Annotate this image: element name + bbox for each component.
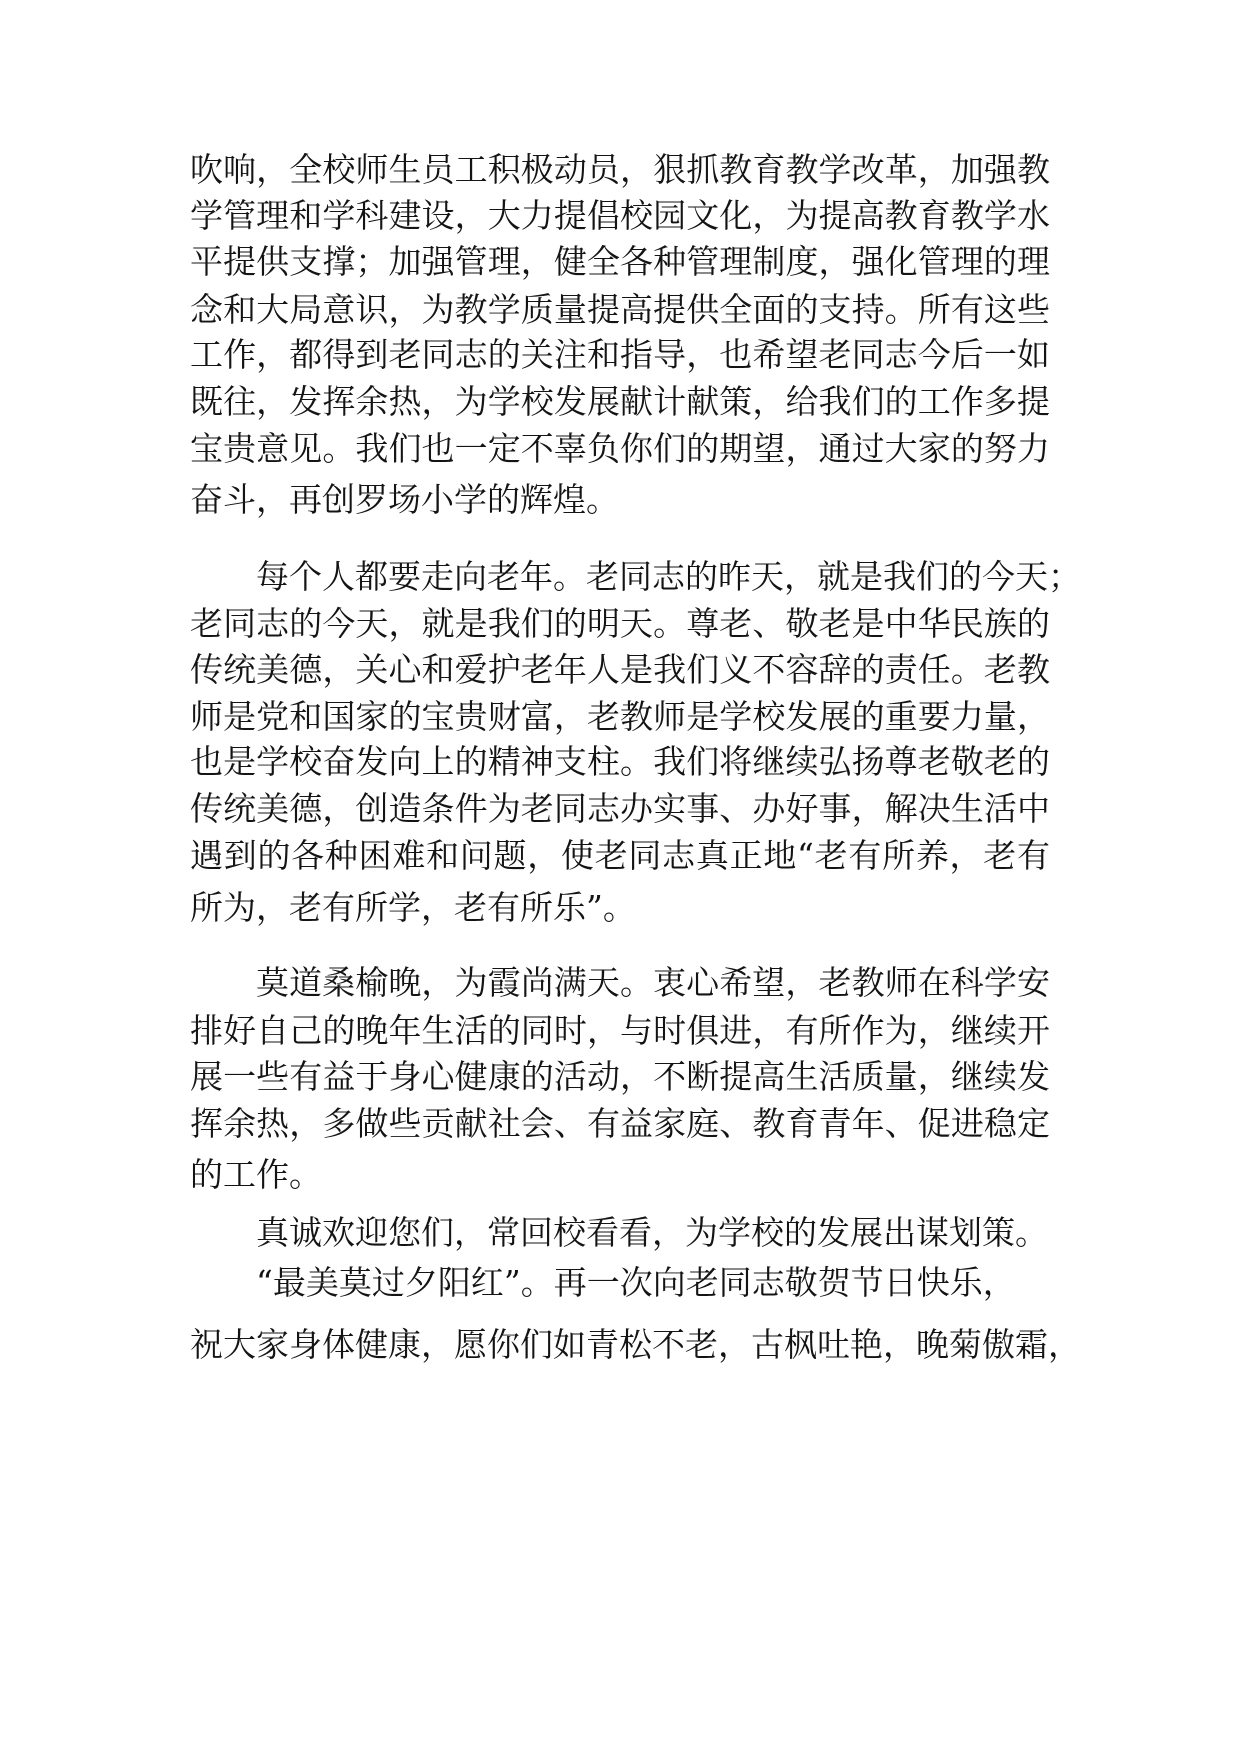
paragraph-2-line-1: 每个人都要走向老年。老同志的昨天，就是我们的今天； <box>256 557 1081 596</box>
paragraph-5-line-1: “最美莫过夕阳红”。再一次向老同志敬贺节日快乐， <box>256 1263 1016 1302</box>
paragraph-2-line-4: 师是党和国家的宝贵财富，老教师是学校发展的重要力量， <box>190 697 1050 736</box>
paragraph-2-line-5: 也是学校奋发向上的精神支柱。我们将继续弘扬尊老敬老的 <box>190 742 1050 781</box>
paragraph-2-line-8: 所为，老有所学，老有所乐”。 <box>190 888 636 927</box>
paragraph-3-line-1: 莫道桑榆晚，为霞尚满天。衷心希望，老教师在科学安 <box>256 963 1050 1002</box>
paragraph-1-line-1: 吹响，全校师生员工积极动员，狠抓教育教学改革，加强教 <box>190 150 1050 189</box>
paragraph-2-line-7: 遇到的各种困难和问题，使老同志真正地“老有所养，老有 <box>190 836 1050 875</box>
paragraph-1-line-7: 宝贵意见。我们也一定不辜负你们的期望，通过大家的努力 <box>190 429 1050 468</box>
paragraph-4-line-1: 真诚欢迎您们，常回校看看，为学校的发展出谋划策。 <box>256 1213 1048 1252</box>
paragraph-3-line-2: 排好自己的晚年生活的同时，与时俱进，有所作为，继续开 <box>190 1011 1050 1050</box>
paragraph-3-line-3: 展一些有益于身心健康的活动，不断提高生活质量，继续发 <box>190 1057 1050 1096</box>
paragraph-1-line-2: 学管理和学科建设，大力提倡校园文化，为提高教育教学水 <box>190 196 1050 235</box>
paragraph-2-line-6: 传统美德，创造条件为老同志办实事、办好事，解决生活中 <box>190 789 1050 828</box>
paragraph-1-line-4: 念和大局意识，为教学质量提高提供全面的支持。所有这些 <box>190 290 1050 329</box>
paragraph-1-line-8: 奋斗，再创罗场小学的辉煌。 <box>190 480 619 519</box>
paragraph-2-line-2: 老同志的今天，就是我们的明天。尊老、敬老是中华民族的 <box>190 604 1050 643</box>
paragraph-3-line-5: 的工作。 <box>190 1155 322 1194</box>
paragraph-5-line-2: 祝大家身体健康，愿你们如青松不老，古枫吐艳，晚菊傲霜， <box>190 1325 1081 1364</box>
paragraph-3-line-4: 挥余热，多做些贡献社会、有益家庭、教育青年、促进稳定 <box>190 1104 1050 1143</box>
paragraph-2-line-3: 传统美德，关心和爱护老年人是我们义不容辞的责任。老教 <box>190 650 1050 689</box>
paragraph-1-line-5: 工作，都得到老同志的关注和指导，也希望老同志今后一如 <box>190 335 1050 374</box>
paragraph-1-line-6: 既往，发挥余热，为学校发展献计献策，给我们的工作多提 <box>190 382 1050 421</box>
paragraph-1-line-3: 平提供支撑；加强管理，健全各种管理制度，强化管理的理 <box>190 242 1050 281</box>
